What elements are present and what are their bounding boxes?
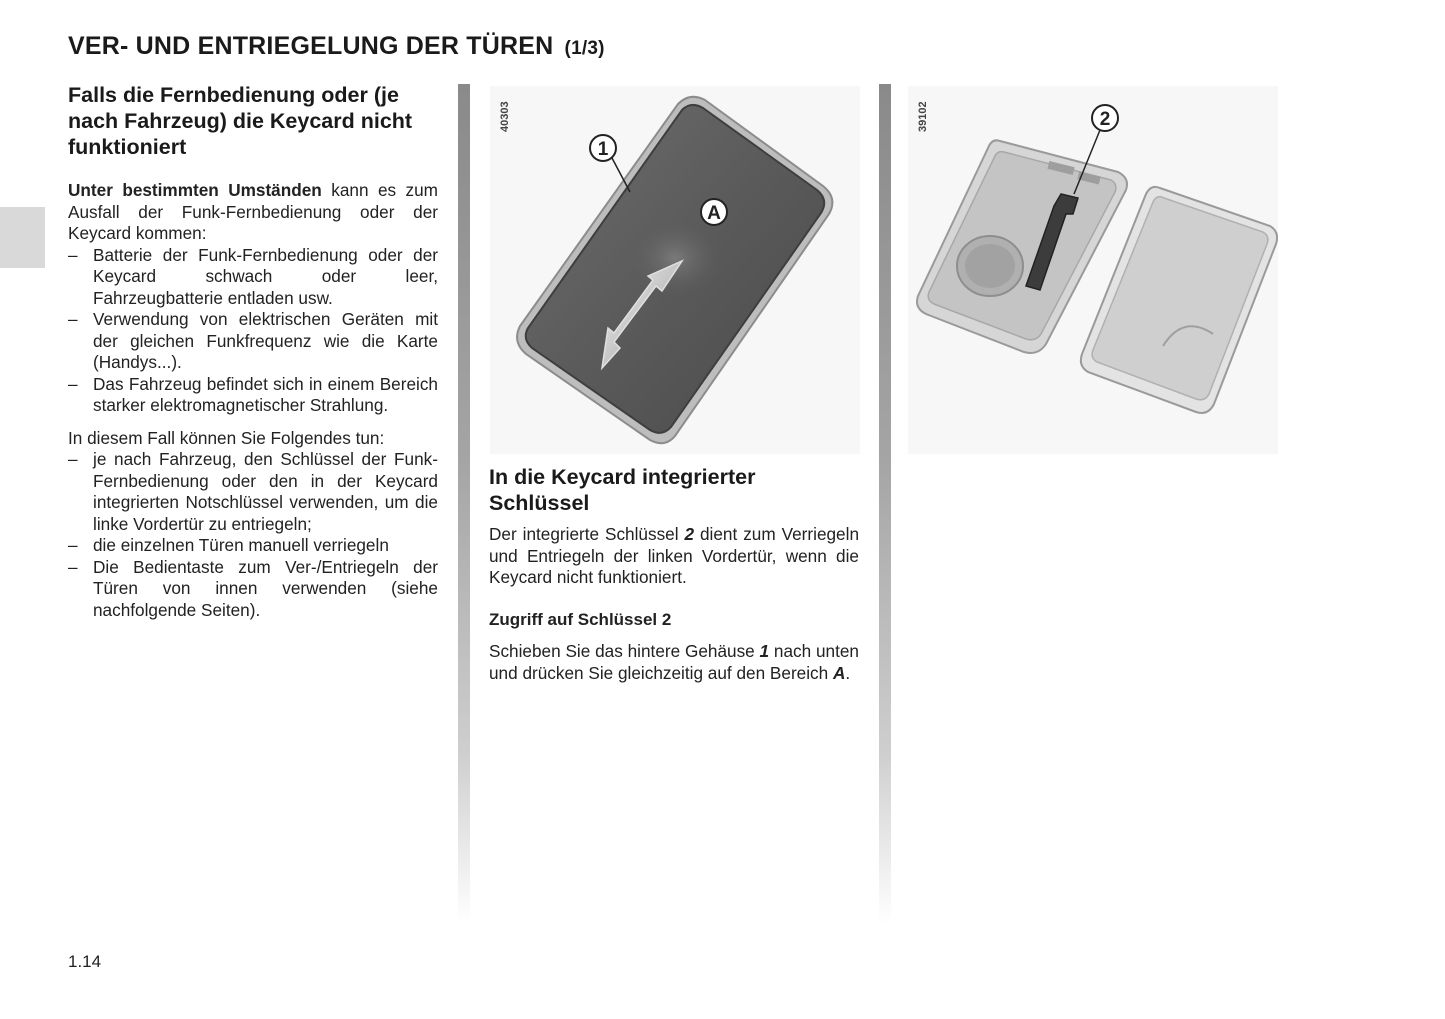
- keycard-figure: [490, 86, 860, 454]
- chapter-tab-marker: [0, 207, 45, 268]
- p1-ref-2: 2: [684, 524, 695, 544]
- column-separator-left: [458, 84, 470, 924]
- p2-text-c: nach unten und drücken Sie gleichzeitig auf den Bereich: [489, 641, 859, 683]
- page-title: [68, 32, 605, 61]
- callout-1: 1: [597, 139, 609, 160]
- page-number: 1.14: [68, 952, 102, 971]
- middle-column: [489, 464, 859, 684]
- intro-paragraph: [68, 180, 438, 245]
- p2-ref-1: 1: [759, 641, 770, 661]
- keycard-open-figure: [908, 86, 1278, 454]
- p2-text-e: .: [845, 662, 851, 683]
- intro-bold: Unter bestimmten Umständen: [68, 180, 322, 200]
- list-item: – Das Fahrzeug befindet sich in einem Bereich starker elektromagnetischer Strahlung.: [68, 374, 438, 417]
- list-item: – Batterie der Funk-Fernbedienung oder der Keycard schwach oder leer, Fahrzeugbatterie entladen usw.: [68, 245, 438, 310]
- intro-rest: kann es zum Ausfall der Funk-Fernbedienung oder der Keycard kommen:: [68, 180, 438, 243]
- list-item: – je nach Fahrzeug, den Schlüssel der Funk-Fernbedienung oder den in der Keycard integrierten Notschlüssel verwenden, um die linke Vordertür zu entriegeln;: [68, 449, 438, 535]
- p2-ref-a: A: [832, 662, 846, 683]
- integrated-key-paragraph: [489, 524, 859, 589]
- actions-intro: In diesem Fall können Sie Folgendes tun:: [68, 427, 385, 448]
- page-title-text: VER- UND ENTRIEGELUNG DER TÜREN: [68, 32, 554, 60]
- section-heading-integrated-key: In die Keycard integrierter Schlüssel: [489, 465, 756, 515]
- list-item: – Verwendung von elektrischen Geräten mit der gleichen Funkfrequenz wie die Karte (Handys...).: [68, 309, 438, 374]
- actions-list: [68, 449, 438, 621]
- p1-text-a: Der integrierte Schlüssel: [489, 524, 685, 544]
- p1-text-c: dient zum Verriegeln und Entriegeln der linken Vordertür, wenn die Keycard nicht funktioniert.: [489, 524, 859, 587]
- p2-text-a: Schieben Sie das hintere Gehäuse: [489, 641, 760, 661]
- callout-2: 2: [1099, 109, 1111, 130]
- section-heading-remote-failure: Falls die Fernbedienung oder (je nach Fahrzeug) die Keycard nicht funktioniert: [68, 83, 413, 159]
- figure-code: 39102: [917, 101, 929, 132]
- key-access-paragraph: [489, 641, 859, 684]
- page-title-suffix: (1/3): [564, 38, 605, 59]
- figure-code: 40303: [499, 101, 511, 132]
- subheading-key-access: Zugriff auf Schlüssel 2: [489, 609, 672, 629]
- list-item: – Die Bedientaste zum Ver-/Entriegeln der Türen von innen verwenden (siehe nachfolgende Seiten).: [68, 557, 438, 622]
- callout-a: A: [707, 203, 721, 224]
- column-separator-right: [879, 84, 891, 924]
- keycard-illustration: [490, 86, 860, 454]
- causes-list: [68, 245, 438, 417]
- keycard-open-illustration: [908, 86, 1278, 454]
- list-item: – die einzelnen Türen manuell verriegeln: [68, 535, 438, 557]
- left-column: [68, 82, 438, 621]
